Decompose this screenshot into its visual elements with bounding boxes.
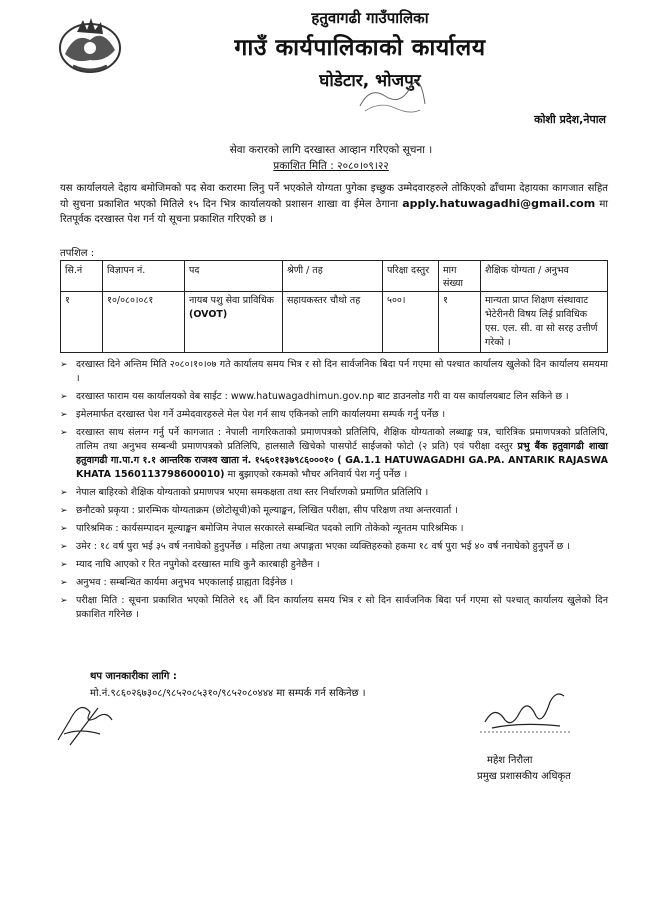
col-header-sn: सि.नं: [61, 261, 103, 292]
intro-tail: मा रितपूर्वक दरखास्त पेश गर्न यो सूचना प्रकाशित गरिएको छ ।: [60, 199, 608, 225]
table-header-row: [61, 261, 608, 292]
list-item: ➢ दरखास्त दिने अन्तिम मिति २०८०।१०।०७ गते कार्यालय समय भित्र र सो दिन सार्वजनिक बिदा पर्न गएमा सो पश्चात कार्यालय खुलेको दिन कार्यालय समयमा ।: [60, 359, 608, 384]
email-address[interactable]: apply.hatuwagadhi@gmail.com: [402, 197, 596, 210]
list-item: ➢ परीक्षा मिति : सूचना प्रकाशित भएको मितिले १६ औं दिन कार्यालय समय भित्र र सो दिन सार्वजनिक बिदा पर्न गएमा सो पश्चात् कार्यालय खुलेको दिन प्रकाशित गरिनेछ ।: [60, 595, 608, 620]
cell-ad-no: १०/०८०।०८१: [103, 292, 185, 353]
post-name: नायब पशु सेवा प्राविधिक: [189, 295, 274, 306]
intro-paragraph: [60, 181, 608, 227]
arrow-bullet-icon: ➢: [60, 578, 68, 588]
arrow-bullet-icon: ➢: [60, 596, 68, 606]
arrow-bullet-icon: ➢: [60, 392, 68, 402]
col-header-demand: माग संख्या: [439, 261, 481, 292]
cell-post: [185, 292, 283, 353]
contact-label: थप जानकारीका लागि :: [90, 671, 177, 682]
list-item: ➢ दरखास्त फाराम यस कार्यालयको वेब साईट : www.hatuwagadhimun.gov.np बाट डाउनलोड गरी वा यस कार्यालयबाट लिन सकिने छ ।: [60, 391, 569, 402]
arrow-bullet-icon: ➢: [60, 560, 68, 570]
municipality-name: हतुवागढी गाउँपालिका: [311, 9, 429, 27]
cell-qualification: मान्यता प्राप्त शिक्षण संस्थावाट भेटेरीनरी विषय लिई प्राविधिक एस. एल. सी. वा सो सरह उत्तीर्ण गरेको ।: [481, 292, 608, 353]
arrow-bullet-icon: ➢: [60, 488, 68, 498]
list-item: ➢ नेपाल बाहिरको शैक्षिक योग्यताको प्रमाणपत्र भएमा समकक्षता तथा स्तर निर्धारणको प्रमाणित प्रतिलिपि ।: [60, 487, 429, 498]
col-header-qualification: शैक्षिक योग्यता / अनुभव: [481, 261, 608, 292]
contact-phones: मो.नं.९८६०२६७३०८/९८५२०८५३१०/९८५२०८०४४४ मा सम्पर्क गर्न सकिनेछ ।: [90, 688, 366, 699]
office-title: गाउँ कार्यपालिकाको कार्यालय: [234, 35, 486, 61]
nepal-emblem-icon: [55, 14, 125, 76]
list-item: ➢ म्याद नाघि आएको र रित नपुगेको दरखास्त माथि कुनै कारबाही हुनेछैन ।: [60, 559, 320, 570]
signatory-title: प्रमुख प्रशासकीय अधिकृत: [477, 771, 571, 782]
published-date: प्रकाशित मिति : २०८०।०९।२२: [273, 160, 389, 172]
col-header-fee: परिक्षा दस्तुर: [383, 261, 439, 292]
col-header-post: पद: [185, 261, 283, 292]
arrow-bullet-icon: ➢: [60, 542, 68, 552]
post-code: (OVOT): [189, 309, 228, 320]
signature-left-icon: [50, 690, 120, 750]
col-header-level: श्रेणी / तह: [283, 261, 383, 292]
cell-sn: १: [61, 292, 103, 353]
list-item: ➢ छनौटको प्रकृया : प्रारम्भिक योग्यताक्रम (छोटोसूची)को मूल्याङ्कन, लिखित परीक्षा, सीप परिक्षण तथा अन्तरवार्ता ।: [60, 505, 458, 516]
conditions-list: [60, 358, 608, 626]
list-item: ➢ दरखास्त साथ संलग्न गर्नु पर्ने कागजात : नेपाली नागरिकताको प्रमाणपत्रको प्रतिलिपि, शैक्षिक योग्यताको लब्धाङ्क पत्र, चारित्रिक प्रमाणपत्रको प्रतिलिपि, तालिम तथा अनुभव सम्बन्धी प्रमाणपत्रको प्रतिलिपि, हालसालै खिचेको पासपोर्ट साईजको फोटो (२ प्रति) एवं परीक्षा दस्तुर प्रभु बैंक हतुवागढी शाखा हतुवागढी गा.पा.ग १.१ आन्तरिक राजश्व खाता नं. १५६०११३७९८६०००१० ( GA.1.1 HATUWAGADHI GA.PA. ANTARIK RAJASWA KHATA 1560113798600010) मा बुझाएको रकमको भौचर अनिवार्य पेश गर्नु पर्नेछ ।: [60, 427, 608, 480]
cell-fee: ५००।: [383, 292, 439, 353]
office-stamp-icon: [350, 76, 430, 116]
arrow-bullet-icon: ➢: [60, 524, 68, 534]
arrow-bullet-icon: ➢: [60, 360, 68, 370]
office-address: घोडेटार, भोजपुर: [319, 71, 421, 91]
list-item: ➢ उमेर : १८ वर्ष पुरा भई ३५ वर्ष ननाघेको हुनुपर्नेछ । महिला तथा अपाङ्गता भएका व्यक्तिहरुको हकमा १८ वर्ष पुरा भई ४० वर्ष ननाघेको हुनुपर्ने छ ।: [60, 541, 570, 552]
notice-subject: सेवा करारको लागि दरखास्त आव्हान गरिएको सूचना ।: [229, 144, 433, 156]
arrow-bullet-icon: ➢: [60, 428, 68, 438]
details-label: तपशिल :: [60, 248, 95, 259]
list-item: ➢ इमेलमार्फत दरखास्त पेश गर्ने उम्मेदवारहरुले मेल पेश गर्न साथ एकिनको लागि कार्यालयमा सम्पर्क गर्नु पर्नेछ ।: [60, 409, 446, 420]
signature-right-icon: [480, 682, 570, 737]
province-label: कोशी प्रदेश,नेपाल: [534, 113, 606, 126]
intro-text: यस कार्यालयले देहाय बमोजिमको पद सेवा करारमा लिनु पर्ने भएकोले योग्यता पुगेका इच्छुक उम्मेदवारहरुले तोकिएको ढाँचामा देहायका कागजात सहित यो सुचना प्रकाशित भएको मितिले १५ दिन भित्र कार्यालयको प्रशासन शाखा वा ईमेल ठेगाना: [60, 183, 608, 210]
arrow-bullet-icon: ➢: [60, 506, 68, 516]
cell-level: सहायकस्तर चौथो तह: [283, 292, 383, 353]
cell-demand: १: [439, 292, 481, 353]
signatory-name: महेश निरौला: [487, 755, 533, 766]
list-item: ➢ अनुभव : सम्बन्धित कार्यमा अनुभव भएकालाई ग्राह्यता दिईनेछ ।: [60, 577, 294, 588]
arrow-bullet-icon: ➢: [60, 410, 68, 420]
vacancy-table: [60, 260, 608, 353]
col-header-ad-no: विज्ञापन नं.: [103, 261, 185, 292]
list-item: ➢ पारिश्रमिक : कार्यसम्पादन मूल्याङ्कन बमोजिम नेपाल सरकारले सम्बन्धित पदको लागि तोकेको न्यूनतम पारिश्रमिक ।: [60, 523, 464, 534]
bank-account-details: प्रभु बैंक हतुवागढी शाखा हतुवागढी गा.पा.ग १.१ आन्तरिक राजश्व खाता नं. १५६०११३७९८६०००१० ( GA.1.1 HATUWAGADHI GA.PA. ANTARIK RAJASWA KHATA 1560113798600010): [76, 441, 608, 480]
table-row: [61, 292, 608, 353]
